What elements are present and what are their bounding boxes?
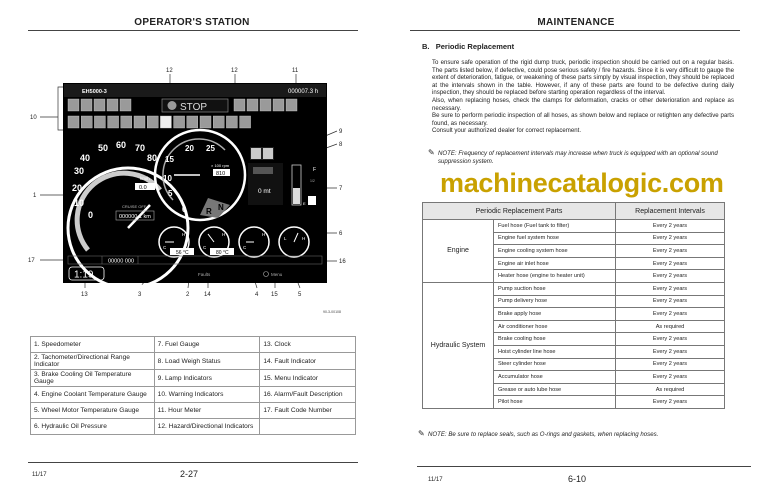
tick: 25 xyxy=(206,144,215,153)
callout-3: 3 xyxy=(138,292,142,298)
legend-cell: 2. Tachometer/Directional Range Indicator xyxy=(31,353,155,370)
cruise-status: CRUISE OFF xyxy=(122,204,147,209)
warning-indicator-icon xyxy=(147,116,158,128)
model-name: EH5000-3 xyxy=(82,89,107,95)
gauge-high: H xyxy=(302,236,306,241)
warning-indicator-icon xyxy=(174,116,185,128)
paragraph: Consult your authorized dealer for correct replacement. xyxy=(432,127,582,135)
table-row xyxy=(423,220,725,233)
clock-time: 1:19 xyxy=(74,269,94,281)
interval: Every 2 years xyxy=(616,220,725,233)
part-name: Steer cylinder hose xyxy=(494,358,616,371)
warning-indicator-icon xyxy=(107,99,118,111)
warning-indicator-icon xyxy=(121,116,132,128)
interval: Every 2 years xyxy=(616,282,725,295)
warning-indicator-icon xyxy=(81,116,92,128)
callout-2: 2 xyxy=(186,292,190,298)
warning-indicator-icon xyxy=(273,99,284,111)
body-text xyxy=(432,59,734,135)
warning-indicator-icon xyxy=(226,116,237,128)
range-n: N xyxy=(218,203,224,212)
fault-code-number: 00000 000 xyxy=(108,258,134,265)
callout-9: 9 xyxy=(339,129,343,135)
fuel-full: F xyxy=(313,167,317,173)
warning-indicator-icon xyxy=(240,116,251,128)
legend-cell: 6. Hydraulic Oil Pressure xyxy=(31,419,155,435)
callout-16: 16 xyxy=(339,259,346,265)
tick: 40 xyxy=(80,153,91,163)
warning-indicator-icon xyxy=(213,116,224,128)
legend-cell xyxy=(260,419,356,435)
interval: Every 2 years xyxy=(616,270,725,283)
note-text: NOTE: Be sure to replace seals, such as O-rings and gaskets, when replacing hoses. xyxy=(428,431,659,438)
replacement-table xyxy=(422,202,725,409)
stop-label: STOP xyxy=(180,102,208,113)
menu-indicator[interactable]: Menu xyxy=(271,272,283,277)
part-name: Engine air inlet hose xyxy=(494,257,616,270)
warning-indicator-icon xyxy=(200,116,211,128)
callout-5: 5 xyxy=(298,292,302,298)
callout-8: 8 xyxy=(339,142,343,148)
gauge-cold: C xyxy=(243,245,247,250)
part-name: Engine cooling system hose xyxy=(494,245,616,258)
range-r: R xyxy=(206,207,212,216)
part-name: Fuel hose (Fuel tank to filter) xyxy=(494,220,616,233)
legend-row xyxy=(31,387,356,403)
tick: 20 xyxy=(72,183,83,193)
footer-date: 11/17 xyxy=(428,477,443,483)
footer-divider xyxy=(28,462,358,463)
warning-indicator-icon xyxy=(187,116,198,128)
callout-15: 15 xyxy=(271,292,278,298)
legend-cell: 11. Hour Meter xyxy=(154,403,260,419)
part-name: Pump suction hose xyxy=(494,282,616,295)
note-text: NOTE: Frequency of replacement intervals may increase when truck is equipped with an optional sound suppression system. xyxy=(438,150,718,165)
page-number: 2-27 xyxy=(180,469,199,479)
fuel-half: 1/2 xyxy=(310,179,315,183)
tick: 70 xyxy=(135,143,146,153)
part-name: Accumulator hose xyxy=(494,371,616,384)
tick: 10 xyxy=(74,198,85,208)
part-name: Pilot hose xyxy=(494,396,616,409)
col-interval: Replacement Intervals xyxy=(616,203,725,220)
callout-12b: 12 xyxy=(231,68,238,74)
tick: 0 xyxy=(182,205,187,214)
interval: As required xyxy=(616,383,725,396)
legend-cell: 9. Lamp Indicators xyxy=(154,370,260,387)
page-number: 6-10 xyxy=(568,474,587,484)
part-name: Heater hose (engine to heater unit) xyxy=(494,270,616,283)
section-title: B. Periodic Replacement xyxy=(422,42,515,51)
watermark: machinecatalogic.com xyxy=(440,168,724,198)
warning-indicator-icon xyxy=(68,99,79,111)
interval: Every 2 years xyxy=(616,358,725,371)
coolant-temp-value: 80 °C xyxy=(216,250,229,256)
interval: As required xyxy=(616,320,725,333)
warning-indicator-icon xyxy=(94,116,105,128)
legend-cell: 14. Fault Indicator xyxy=(260,353,356,370)
part-name: Pump delivery hose xyxy=(494,295,616,308)
brake-temp-value: 56 °C xyxy=(176,250,189,256)
table-row xyxy=(423,282,725,295)
interval: Every 2 years xyxy=(616,232,725,245)
tick: 20 xyxy=(185,144,194,153)
gauge-hot: H xyxy=(182,232,186,237)
tick: 15 xyxy=(165,155,174,164)
legend-cell: 12. Hazard/Directional Indicators xyxy=(154,419,260,435)
tach-unit: × 100 rpm xyxy=(211,163,230,168)
interval: Every 2 years xyxy=(616,345,725,358)
interval: Every 2 years xyxy=(616,245,725,258)
paragraph: To ensure safe operation of the rigid dump truck, periodic inspection should be carried out on a regular basis. The parts listed below, if defective, could pose serious safety / fire hazards. Since it is very difficult to gauge the extent of deterioration, fatigue, or weakening of these parts simply by visual inspection, they should be replaced at the intervals shown in the table. However, if any of these parts are found to be defective during daily inspection, they should be replaced before starting operation regardless of the interval. xyxy=(432,59,734,97)
tick: 50 xyxy=(98,143,109,153)
callout-13: 13 xyxy=(81,292,88,298)
odometer: 000000.1 km xyxy=(119,214,151,220)
note-seals xyxy=(418,431,658,439)
callout-6: 6 xyxy=(339,231,343,237)
interval: Every 2 years xyxy=(616,295,725,308)
tick: 30 xyxy=(74,166,85,176)
interval: Every 2 years xyxy=(616,371,725,384)
group-name: Engine xyxy=(423,220,494,283)
tick: 80 xyxy=(147,153,158,163)
part-name: Air conditioner hose xyxy=(494,320,616,333)
note-frequency xyxy=(428,150,738,165)
interval: Every 2 years xyxy=(616,257,725,270)
right-page-header: MAINTENANCE xyxy=(537,17,615,28)
legend-row xyxy=(31,370,356,387)
legend-cell: 13. Clock xyxy=(260,337,356,353)
load-value: 0 mt xyxy=(258,188,271,195)
display-screen xyxy=(63,83,327,283)
paragraph: Be sure to perform periodic inspection of all hoses, as shown below and replace or retighten any defective parts found, as necessary. xyxy=(432,112,734,127)
warning-indicator-icon xyxy=(120,99,131,111)
legend-cell: 10. Warning Indicators xyxy=(154,387,260,403)
pencil-icon: ✎ xyxy=(418,429,425,438)
legend-cell: 15. Menu Indicator xyxy=(260,370,356,387)
warning-indicator-icon xyxy=(247,99,258,111)
callout-10: 10 xyxy=(30,115,37,121)
group-name: Hydraulic System xyxy=(423,282,494,408)
legend-cell: 7. Fuel Gauge xyxy=(154,337,260,353)
legend-cell: 8. Load Weigh Status xyxy=(154,353,260,370)
callout-4: 4 xyxy=(255,292,259,298)
instrument-panel-figure xyxy=(0,0,384,330)
warning-indicator-icon xyxy=(260,99,271,111)
legend-cell: 1. Speedometer xyxy=(31,337,155,353)
col-parts: Periodic Replacement Parts xyxy=(423,203,616,220)
legend-cell: 4. Engine Coolant Temperature Gauge xyxy=(31,387,155,403)
warning-indicator-icon xyxy=(94,99,105,111)
part-name: Brake apply hose xyxy=(494,308,616,321)
legend-cell: 3. Brake Cooling Oil Temperature Gauge xyxy=(31,370,155,387)
legend-table xyxy=(30,336,356,435)
legend-row xyxy=(31,353,356,370)
gauge-cold: C xyxy=(203,245,207,250)
tick: 60 xyxy=(116,140,127,150)
part-name: Grease or auto lube hose xyxy=(494,383,616,396)
callout-1: 1 xyxy=(33,193,37,199)
tick: 5 xyxy=(168,189,173,198)
part-name: Hoist cylinder line hose xyxy=(494,345,616,358)
warning-indicator-icon xyxy=(286,99,297,111)
faults-indicator[interactable]: Faults xyxy=(198,272,211,277)
gauge-hot: H xyxy=(262,232,266,237)
part-name: Engine fuel system hose xyxy=(494,232,616,245)
figure-id: 90-3-00108 xyxy=(323,310,341,314)
pencil-icon: ✎ xyxy=(428,148,435,157)
fuel-empty: E xyxy=(303,201,306,206)
tach-value: 810 xyxy=(216,171,226,177)
gauge-hot: H xyxy=(222,232,226,237)
gauge-cold: C xyxy=(163,245,167,250)
callout-12a: 12 xyxy=(166,68,173,74)
legend-cell: 17. Fault Code Number xyxy=(260,403,356,419)
tick: 0 xyxy=(88,210,94,220)
paragraph: Also, when replacing hoses, check the clamps for deformation, cracks or other deterioration and replace as necessary. xyxy=(432,96,734,112)
hour-meter: 000007.3 h xyxy=(288,89,319,95)
warning-indicator-icon xyxy=(68,116,79,128)
interval: Every 2 years xyxy=(616,333,725,346)
header-divider xyxy=(410,30,740,31)
legend-cell: 5. Wheel Motor Temperature Gauge xyxy=(31,403,155,419)
warning-indicator-icon xyxy=(108,116,119,128)
warning-indicator-icon xyxy=(234,99,245,111)
interval: Every 2 years xyxy=(616,396,725,409)
callout-14: 14 xyxy=(204,292,211,298)
gauge-low: L xyxy=(284,236,287,241)
callout-17: 17 xyxy=(28,258,35,264)
legend-cell: 16. Alarm/Fault Description xyxy=(260,387,356,403)
interval: Every 2 years xyxy=(616,308,725,321)
warning-indicator-icon xyxy=(160,116,171,128)
legend-row xyxy=(31,419,356,435)
footer-divider xyxy=(417,466,751,467)
warning-indicator-icon xyxy=(81,99,92,111)
speed-value: 0.0 xyxy=(139,185,147,191)
footer-date: 11/17 xyxy=(32,472,47,478)
part-name: Brake cooling hose xyxy=(494,333,616,346)
legend-row xyxy=(31,403,356,419)
callout-11: 11 xyxy=(292,68,299,74)
warning-indicator-icon xyxy=(134,116,145,128)
tick: 10 xyxy=(163,174,172,183)
legend-row xyxy=(31,337,356,353)
left-page-header: OPERATOR'S STATION xyxy=(134,17,250,28)
callout-7: 7 xyxy=(339,186,343,192)
speed-unit: km/h xyxy=(140,176,150,181)
